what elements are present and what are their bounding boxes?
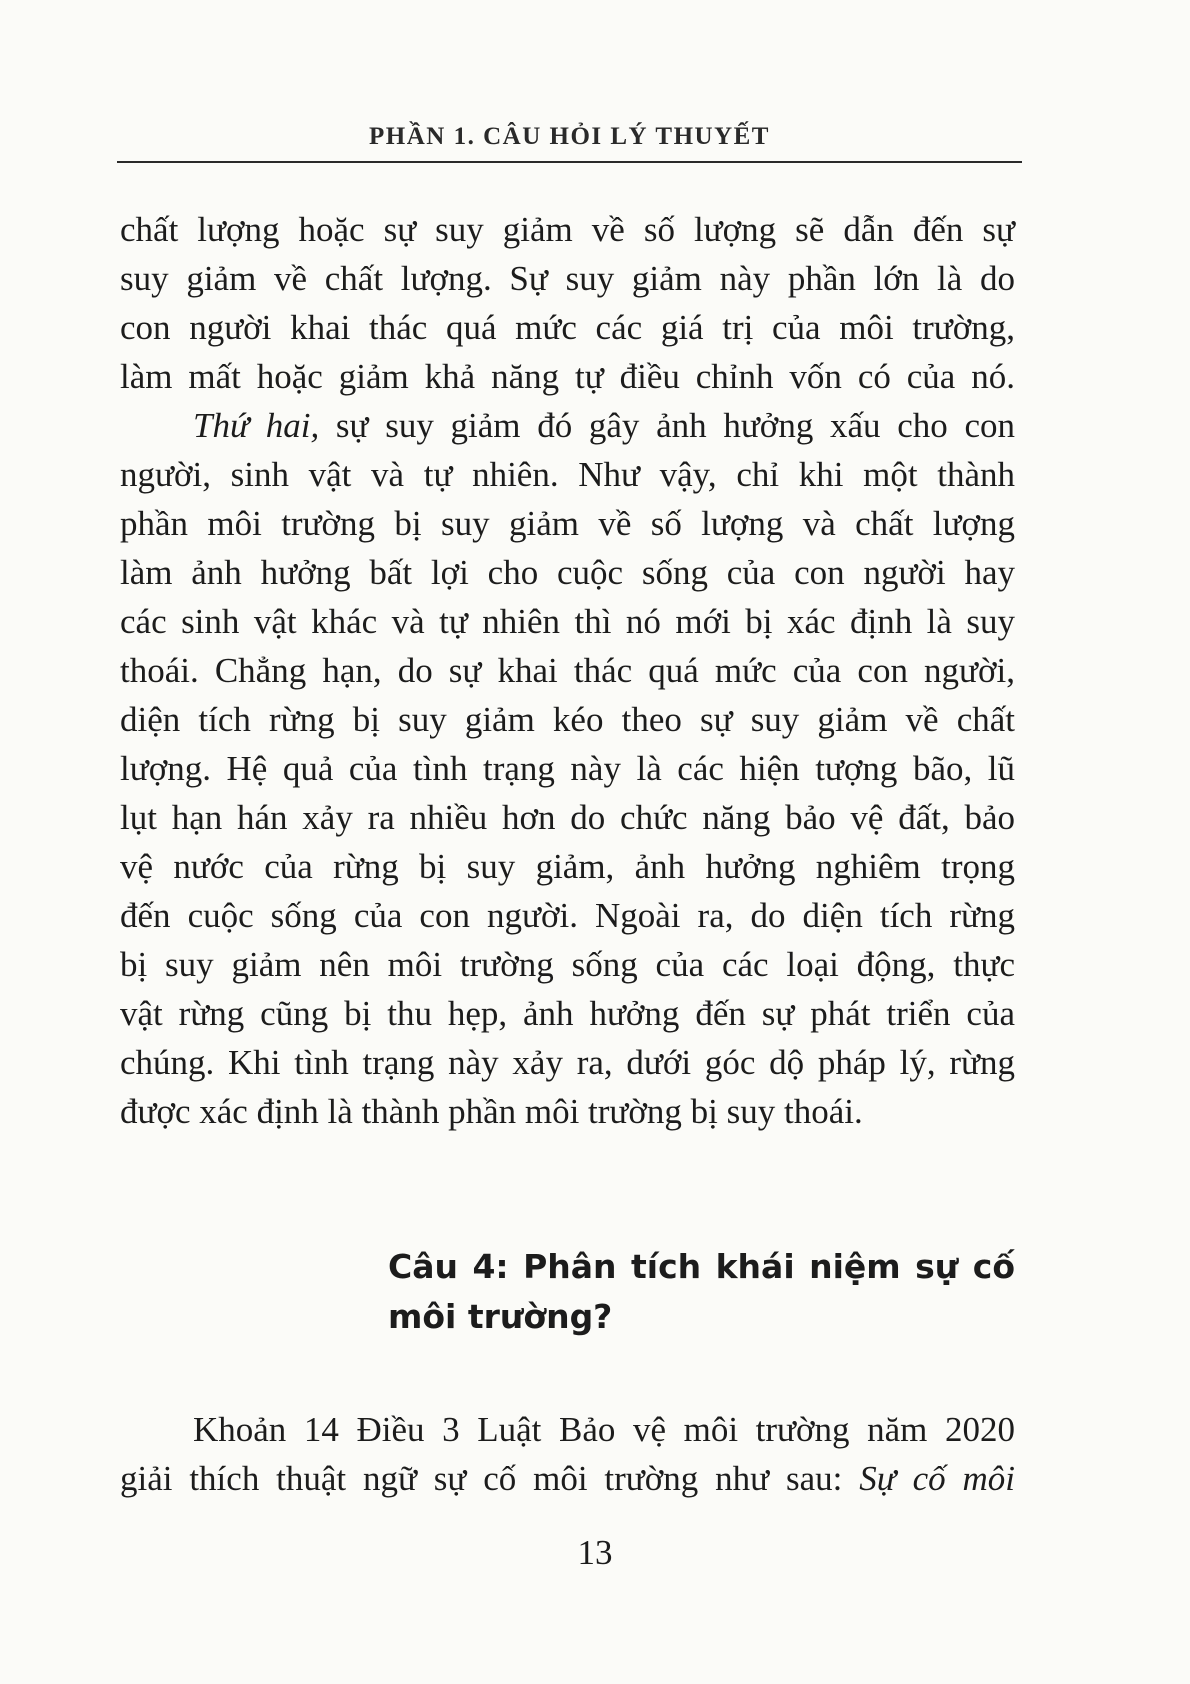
- question-heading: [388, 1242, 1015, 1342]
- text-line: làm ảnh hưởng bất lợi cho cuộc sống của con người hay: [120, 553, 1015, 592]
- text-line: diện tích rừng bị suy giảm kéo theo sự suy giảm về chất: [120, 700, 1015, 739]
- text-line: vệ nước của rừng bị suy giảm, ảnh hưởng nghiêm trọng: [120, 847, 1015, 886]
- text-line: lụt hạn hán xảy ra nhiều hơn do chức năng bảo vệ đất, bảo: [120, 798, 1015, 837]
- text-line-paragraph-start: [120, 401, 1015, 450]
- text-line: đến cuộc sống của con người. Ngoài ra, do diện tích rừng: [120, 896, 1015, 935]
- question-heading-line: môi trường?: [388, 1297, 613, 1336]
- text-line: [120, 1454, 1015, 1503]
- page-header: [117, 113, 1022, 163]
- text-line: bị suy giảm nên môi trường sống của các loại động, thực: [120, 945, 1015, 984]
- body-text-upper: [120, 205, 1015, 1136]
- italic-term: Sự cố môi: [859, 1459, 1016, 1498]
- header-title: PHẦN 1. CÂU HỎI LÝ THUYẾT: [369, 123, 770, 150]
- text-line: chúng. Khi tình trạng này xảy ra, dưới góc dộ pháp lý, rừng: [120, 1043, 1015, 1082]
- text-line-paragraph-end: được xác định là thành phần môi trường bị suy thoái.: [120, 1092, 863, 1131]
- text-line: lượng. Hệ quả của tình trạng này là các hiện tượng bão, lũ: [120, 749, 1015, 788]
- text-line: người, sinh vật và tự nhiên. Như vậy, chỉ khi một thành: [120, 455, 1015, 494]
- text-line: các sinh vật khác và tự nhiên thì nó mới bị xác định là suy: [120, 602, 1015, 641]
- text-line: con người khai thác quá mức các giá trị của môi trường,: [120, 308, 1015, 347]
- text-line: chất lượng hoặc sự suy giảm về số lượng sẽ dẫn đến sự: [120, 210, 1015, 249]
- text-line-paragraph-start: Khoản 14 Điều 3 Luật Bảo vệ môi trường năm 2020: [193, 1410, 1015, 1449]
- body-text-lower: [120, 1405, 1015, 1503]
- italic-lead: Thứ hai,: [193, 406, 320, 445]
- text-line: làm mất hoặc giảm khả năng tự điều chỉnh vốn có của nó.: [120, 357, 1015, 396]
- question-heading-line: Câu 4: Phân tích khái niệm sự cố: [388, 1247, 1015, 1286]
- text-line: suy giảm về chất lượng. Sự suy giảm này phần lớn là do: [120, 259, 1015, 298]
- text-run: giải thích thuật ngữ sự cố môi trường như sau:: [120, 1459, 860, 1498]
- text-line: phần môi trường bị suy giảm về số lượng và chất lượng: [120, 504, 1015, 543]
- page-number: 13: [577, 1533, 613, 1572]
- text-line: thoái. Chẳng hạn, do sự khai thác quá mức của con người,: [120, 651, 1015, 690]
- text-line: vật rừng cũng bị thu hẹp, ảnh hưởng đến sự phát triển của: [120, 994, 1015, 1033]
- text-run: sự suy giảm đó gây ảnh hưởng xấu cho con: [319, 406, 1015, 445]
